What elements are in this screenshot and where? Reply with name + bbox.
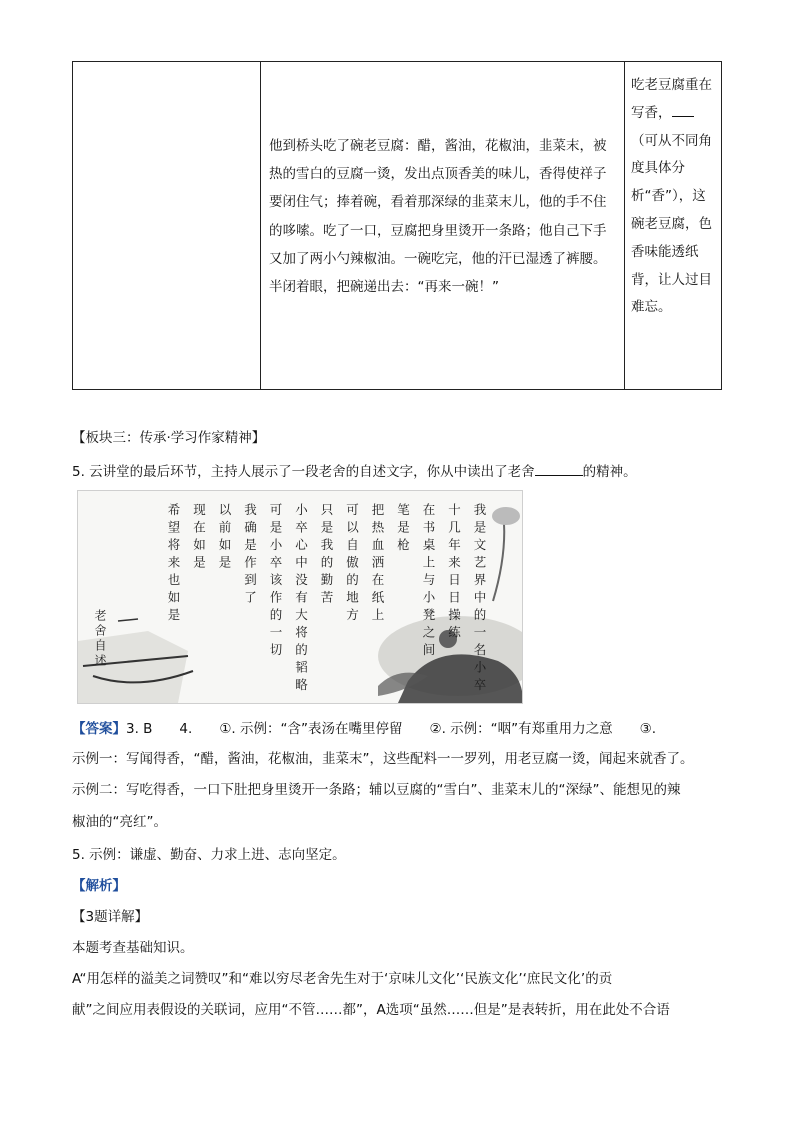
answer-line-5: 5. 示例：谦虚、勤奋、力求上进、志向坚定。: [72, 847, 346, 863]
calligraphy-column: 笔是枪: [395, 503, 411, 556]
calligraphy-column: 十几年来日日操练: [446, 503, 462, 643]
answer-line-1-text: 3. B 4. ①. 示例：“含”表汤在嘴里停留 ②. 示例：“咽”有郑重用力之意 ③.: [126, 721, 657, 737]
passage-cell: 他到桥头吃了碗老豆腐：醋，酱油，花椒油，韭菜末，被热的雪白的豆腐一烫，发出点顶香美的味儿，香得使祥子要闭住气；捧着碗，看着那深绿的韭菜末儿，他的手不住的哆嗦。吃了一口，豆腐把身里烫开一条路；他自己下手又加了两小勺辣椒油。一碗吃完，他的汗已湿透了裤腰。半闭着眼，把碗递出去：“再来一碗！”: [269, 138, 607, 296]
q3-text-3: 献”之间应用表假设的关联词，应用“不管……都”，A选项“虽然……但是”是表转折，用在此处不合语: [72, 1002, 670, 1018]
calligraphy-signature: 老舍自述: [93, 609, 107, 669]
calligraphy-column: 我确是作到了: [242, 503, 258, 608]
answer-line-3: 示例二：写吃得香，一口下肚把身里烫开一条路；辅以豆腐的“雪白”、韭菜末儿的“深绿”、能想见的辣: [72, 782, 681, 798]
calligraphy-column: 只是我的勤苦: [319, 503, 334, 608]
answer-label: 【答案】: [72, 721, 126, 737]
q3-detail-label: 【3题详解】: [72, 909, 149, 925]
calligraphy-column: 现在如是: [191, 503, 207, 573]
lotus-leaf: [492, 507, 520, 525]
answer-line-4: 椒油的“亮红”。: [72, 814, 167, 830]
q3-text-2: A“用怎样的溢美之词赞叹”和“难以穷尽老舍先生对于‘京味儿文化’‘民族文化’‘庶民文化’的贡: [72, 971, 613, 987]
question-5-text-1: 5. 云讲堂的最后环节，主持人展示了一段老舍的自述文字，你从中读出了老舍: [72, 464, 535, 480]
calligraphy-column: 可以自傲的地方: [344, 503, 360, 626]
answer-line-2: 示例一：写闻得香，“醋，酱油，花椒油，韭菜末”，这些配料一一罗列，用老豆腐一烫，闻起来就香了。: [72, 751, 694, 767]
calligraphy-image: [77, 490, 523, 704]
calligraphy-column: 以前如是: [217, 503, 232, 573]
q3-text-1: 本题考查基础知识。: [72, 940, 194, 956]
fill-blank: [672, 102, 694, 117]
calligraphy-column: 小卒心中没有大将的韬略: [293, 503, 309, 696]
analysis-label: 【解析】: [72, 878, 126, 894]
section-heading: 【板块三：传承·学习作家精神】: [72, 430, 266, 446]
analysis-cell: [631, 72, 717, 322]
calligraphy-column: 在书桌上与小凳之间: [421, 503, 436, 661]
answer-line-1: [72, 719, 656, 739]
question-5: [72, 461, 637, 482]
analysis-text-2: （可从不同角度具体分析“香”），这碗老豆腐，色香味能透纸背，让人过目难忘。: [631, 132, 712, 316]
calligraphy-column: 我是文艺界中的一名小卒: [472, 503, 487, 696]
calligraphy-column: 把热血洒在纸上: [370, 503, 385, 626]
table-divider: [624, 62, 625, 389]
question-5-text-2: 的精神。: [582, 464, 637, 480]
analysis-text-1: 吃老豆腐重在写香，: [631, 77, 712, 121]
calligraphy-column: 希望将来也如是: [166, 503, 181, 626]
boat-pole: [118, 619, 138, 621]
table-divider: [260, 62, 261, 389]
fill-blank: [535, 461, 583, 476]
answer-table: [72, 61, 722, 390]
calligraphy-column: 可是小卒该作的一切: [268, 503, 283, 661]
